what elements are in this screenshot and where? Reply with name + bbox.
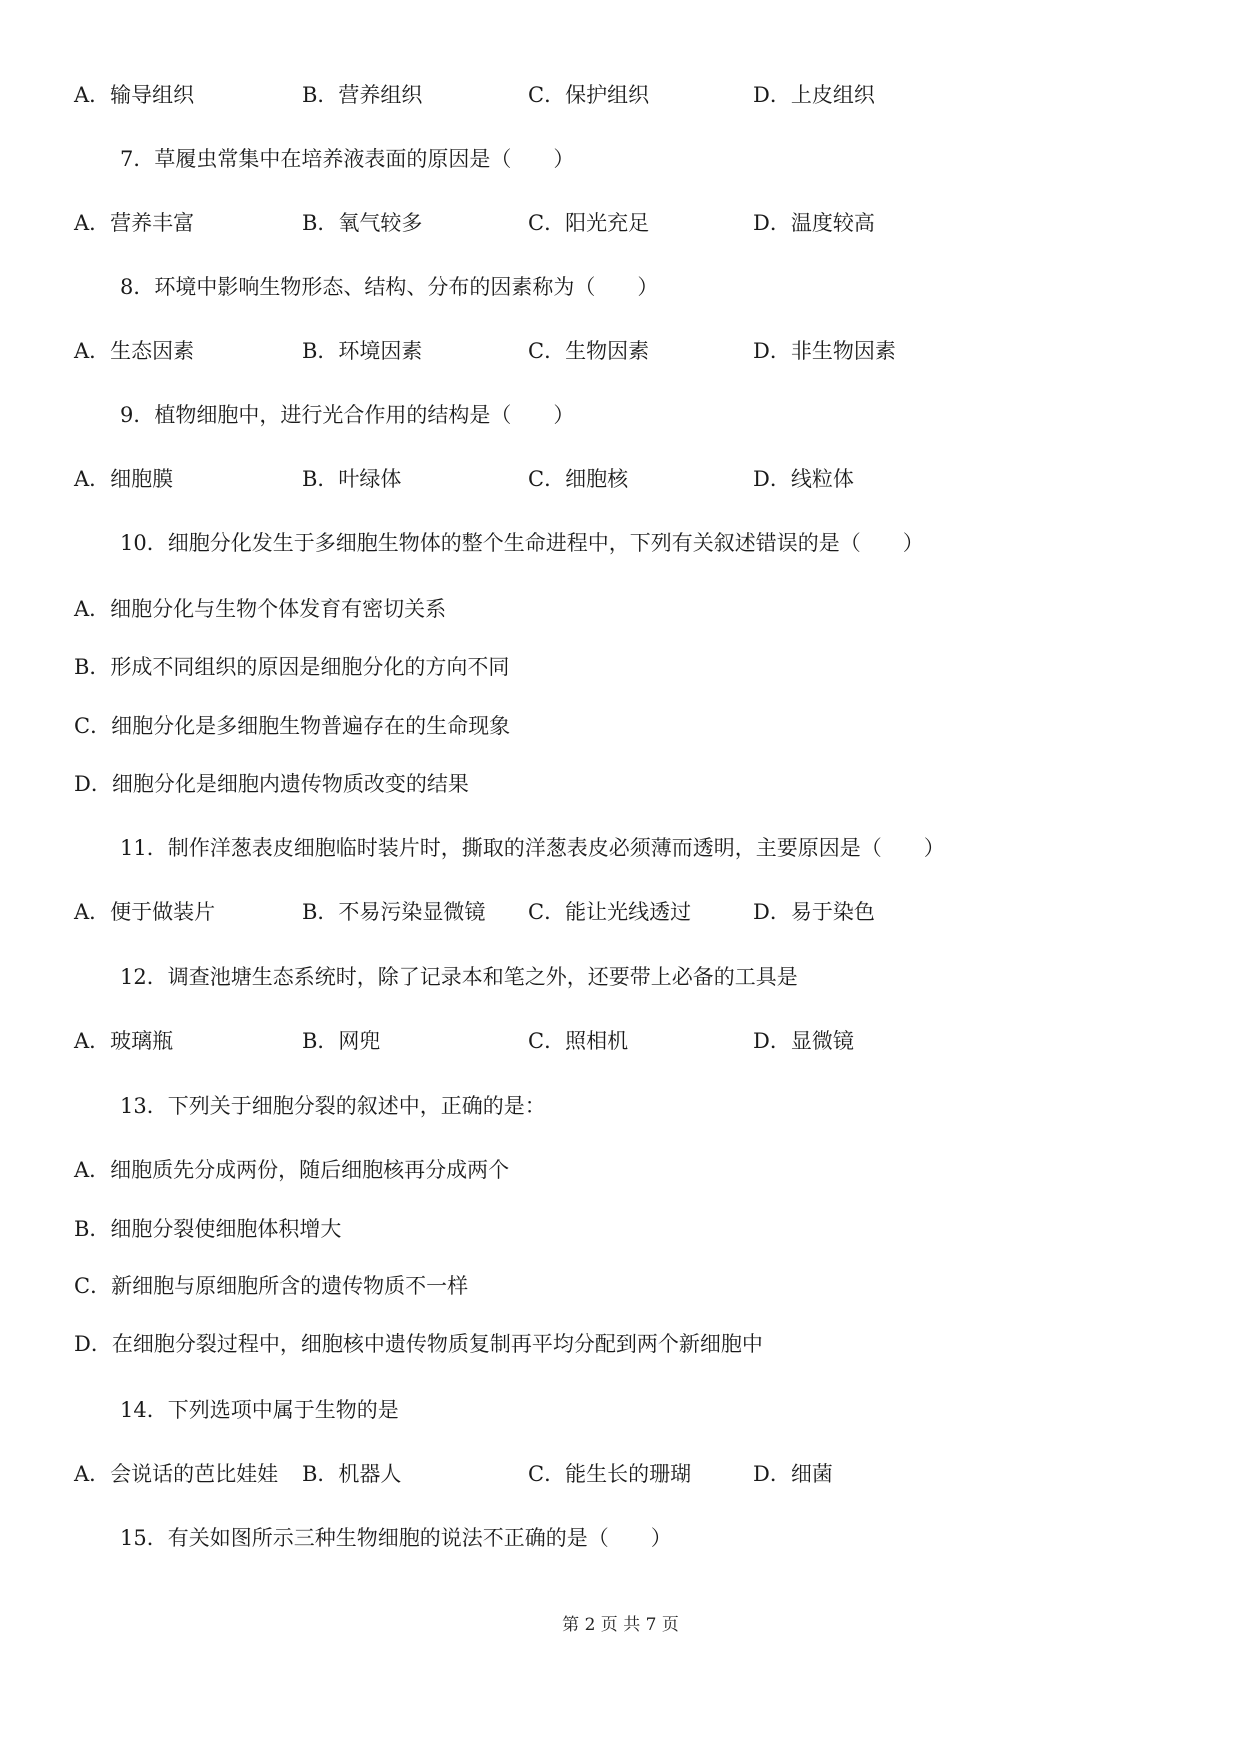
- q12-option-d: D．显微镜: [753, 1029, 854, 1053]
- q13-option-a: A．细胞质先分成两份，随后细胞核再分成两个: [74, 1158, 510, 1182]
- q10-stem-row: [0, 530, 1241, 556]
- q13-option-b-row: [0, 1216, 1241, 1242]
- q8-option-c: C．生物因素: [528, 339, 650, 363]
- q7-option-c: C．阳光充足: [528, 211, 650, 235]
- q10-option-d: D．细胞分化是细胞内遗传物质改变的结果: [74, 772, 469, 796]
- q13-stem-row: [0, 1093, 1241, 1119]
- q13-option-d-row: [0, 1331, 1241, 1357]
- q12-stem-row: [0, 964, 1241, 990]
- q12-option-c: C．照相机: [528, 1029, 629, 1053]
- q13-option-a-row: [0, 1157, 1241, 1183]
- q10-option-c: C．细胞分化是多细胞生物普遍存在的生命现象: [74, 714, 511, 738]
- q9-option-b: B．叶绿体: [302, 467, 402, 491]
- q11-option-a: A．便于做装片: [74, 900, 216, 924]
- q13-option-d: D．在细胞分裂过程中，细胞核中遗传物质复制再平均分配到两个新细胞中: [74, 1332, 763, 1356]
- q10-option-b: B．形成不同组织的原因是细胞分化的方向不同: [74, 655, 510, 679]
- q14-options-row: [0, 1461, 1241, 1487]
- q11-stem: 11．制作洋葱表皮细胞临时装片时，撕取的洋葱表皮必须薄而透明，主要原因是（ ）: [120, 836, 945, 860]
- q11-option-b: B．不易污染显微镜: [302, 900, 486, 924]
- q7-option-b: B．氧气较多: [302, 211, 423, 235]
- q12-options-row: [0, 1028, 1241, 1054]
- q14-option-b: B．机器人: [302, 1462, 402, 1486]
- q6-option-d: D．上皮组织: [753, 83, 875, 107]
- q8-stem: 8．环境中影响生物形态、结构、分布的因素称为（ ）: [120, 275, 659, 299]
- q14-option-d: D．细菌: [753, 1462, 833, 1486]
- q8-option-d: D．非生物因素: [753, 339, 896, 363]
- q9-options-row: [0, 466, 1241, 492]
- q6-options-row: [0, 82, 1241, 108]
- q7-options-row: [0, 210, 1241, 236]
- page-footer: 第 2 页 共 7 页: [562, 1615, 679, 1635]
- q9-option-a: A．细胞膜: [74, 467, 174, 491]
- q15-stem-row: [0, 1525, 1241, 1551]
- q7-stem: 7．草履虫常集中在培养液表面的原因是（ ）: [120, 147, 575, 171]
- q10-option-a: A．细胞分化与生物个体发育有密切关系: [74, 597, 447, 621]
- q6-option-c: C．保护组织: [528, 83, 650, 107]
- q12-option-b: B．网兜: [302, 1029, 381, 1053]
- q8-options-row: [0, 338, 1241, 364]
- q12-option-a: A．玻璃瓶: [74, 1029, 174, 1053]
- q13-option-b: B．细胞分裂使细胞体积增大: [74, 1217, 342, 1241]
- q11-options-row: [0, 899, 1241, 925]
- q13-option-c-row: [0, 1273, 1241, 1299]
- q8-stem-row: [0, 274, 1241, 300]
- q7-stem-row: [0, 146, 1241, 172]
- q11-option-d: D．易于染色: [753, 900, 875, 924]
- q10-stem: 10．细胞分化发生于多细胞生物体的整个生命进程中，下列有关叙述错误的是（ ）: [120, 531, 924, 555]
- q14-option-a: A．会说话的芭比娃娃: [74, 1462, 279, 1486]
- q15-stem: 15．有关如图所示三种生物细胞的说法不正确的是（ ）: [120, 1526, 672, 1550]
- q6-option-a: A．输导组织: [74, 83, 195, 107]
- q6-option-b: B．营养组织: [302, 83, 423, 107]
- q10-option-c-row: [0, 713, 1241, 739]
- q13-option-c: C．新细胞与原细胞所含的遗传物质不一样: [74, 1274, 469, 1298]
- q9-stem-row: [0, 402, 1241, 428]
- q7-option-d: D．温度较高: [753, 211, 875, 235]
- q9-option-c: C．细胞核: [528, 467, 629, 491]
- q13-stem: 13．下列关于细胞分裂的叙述中，正确的是：: [120, 1094, 546, 1118]
- q10-option-b-row: [0, 654, 1241, 680]
- q9-option-d: D．线粒体: [753, 467, 854, 491]
- q12-stem: 12．调查池塘生态系统时，除了记录本和笔之外，还要带上必备的工具是: [120, 965, 798, 989]
- q10-option-a-row: [0, 596, 1241, 622]
- q14-stem-row: [0, 1397, 1241, 1423]
- q7-option-a: A．营养丰富: [74, 211, 195, 235]
- q14-stem: 14．下列选项中属于生物的是: [120, 1398, 399, 1422]
- q9-stem: 9．植物细胞中，进行光合作用的结构是（ ）: [120, 403, 575, 427]
- q11-option-c: C．能让光线透过: [528, 900, 692, 924]
- q14-option-c: C．能生长的珊瑚: [528, 1462, 692, 1486]
- q10-option-d-row: [0, 771, 1241, 797]
- q8-option-b: B．环境因素: [302, 339, 423, 363]
- q8-option-a: A．生态因素: [74, 339, 195, 363]
- q11-stem-row: [0, 835, 1241, 861]
